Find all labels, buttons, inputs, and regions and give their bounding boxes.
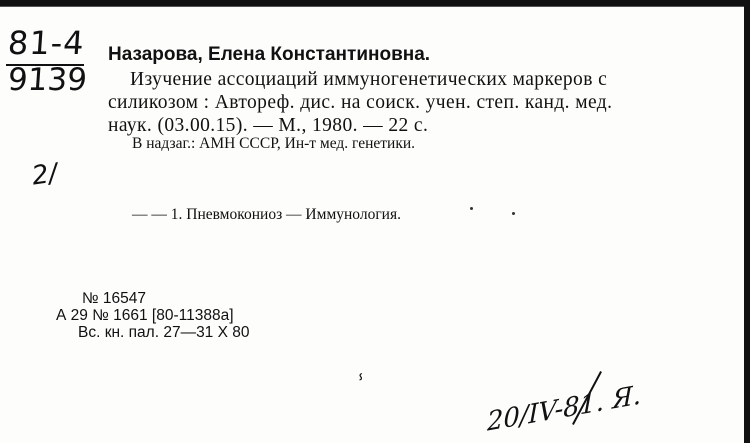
book-chamber-line: Вс. кн. пал. 27—31 X 80 xyxy=(78,324,250,341)
author-heading: Назарова, Елена Константиновна. xyxy=(108,44,431,65)
description-line: Изучение ассоциаций иммуногенетических маркеров с xyxy=(130,69,608,90)
handwritten-side-mark: 2/ xyxy=(30,158,60,192)
call-number-bottom: 9139 xyxy=(6,62,89,98)
subject-tracings: — — 1. Пневмокониоз — Иммунология. xyxy=(132,206,401,223)
description-line: силикозом : Автореф. дис. на соиск. учен. степ. канд. мед. xyxy=(108,92,613,113)
registration-line: А 29 № 1661 [80-11388а] xyxy=(56,307,234,324)
accession-number: № 16547 xyxy=(82,290,147,307)
handwritten-tick: ⸯ xyxy=(355,374,367,398)
ink-speck xyxy=(470,207,473,210)
card-right-edge xyxy=(744,6,750,443)
accession-block xyxy=(56,290,250,341)
call-number-top: 81-4 xyxy=(6,24,86,62)
description-line: наук. (03.00.15). — М., 1980. — 22 с. xyxy=(108,115,429,136)
ink-speck xyxy=(512,212,515,215)
series-note: В надзаг.: АМН СССР, Ин-т мед. генетики. xyxy=(132,135,416,152)
title-description xyxy=(108,68,700,137)
handwritten-signature: 20/IV-81. Я. xyxy=(487,380,641,438)
card-top-edge-line xyxy=(0,6,745,7)
